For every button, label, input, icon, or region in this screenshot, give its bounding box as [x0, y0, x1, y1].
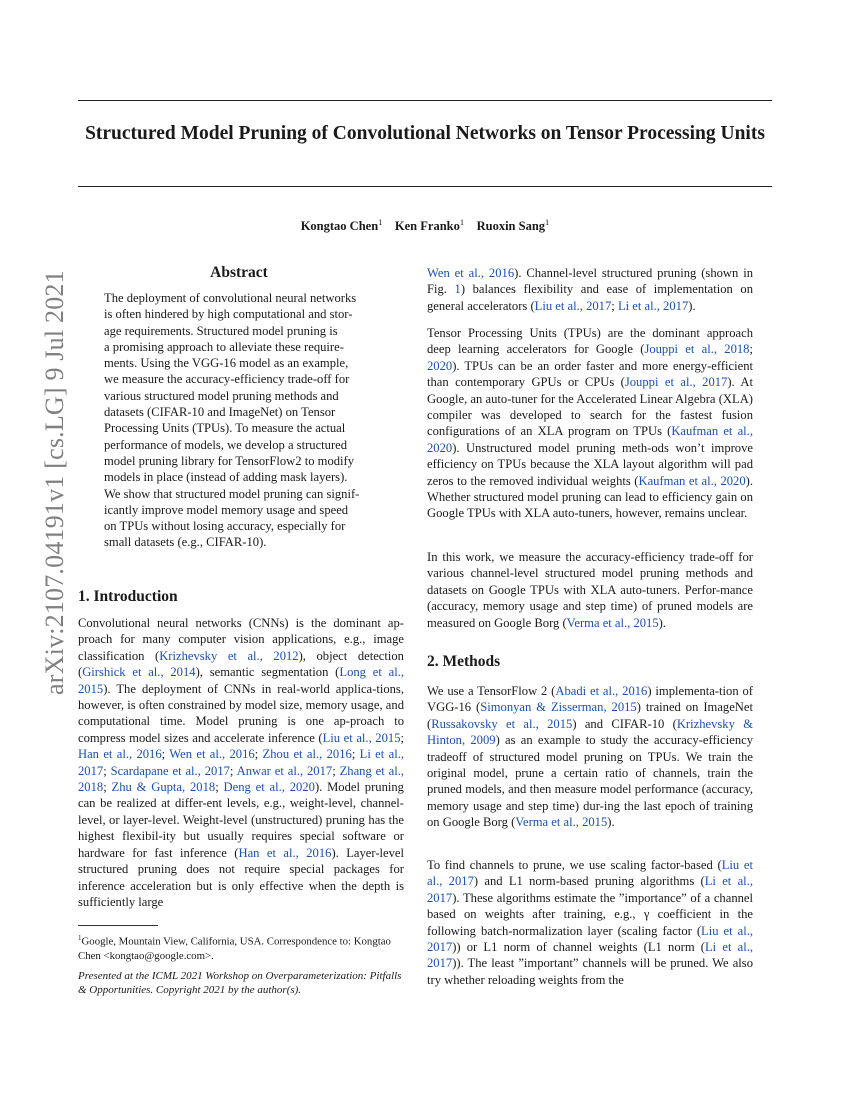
body-text: )) or L1 norm of channel weights (L1 norm ( — [452, 940, 705, 955]
body-text: Tensor Processing Units (TPUs) are the dominant approach deep learning accelerators for Google ( — [427, 326, 753, 357]
citation-link[interactable]: Li et al., 2017 — [617, 298, 689, 313]
paragraph-text — [427, 683, 753, 831]
citation-link[interactable]: Anwar et al., 2017 — [236, 763, 333, 778]
body-text: ; — [161, 747, 170, 762]
title-top-rule — [78, 100, 772, 101]
citation-link[interactable]: Han et al., 2016 — [238, 845, 332, 860]
abstract-line: various structured model pruning methods and — [104, 388, 339, 403]
abstract-line: small datasets (e.g., CIFAR-10). — [104, 535, 267, 550]
intro-paragraph — [78, 615, 404, 910]
citation-link[interactable]: Jouppi et al., 2017 — [624, 375, 728, 390]
citation-link[interactable]: Wen et al., 2016 — [427, 266, 515, 280]
citation-link[interactable]: Deng et al., 2020 — [223, 780, 315, 795]
citation-link[interactable]: 2020 — [427, 358, 453, 373]
body-text: ). Model pruning can be realized at differ-ent levels, e.g., weight-level, channel-level, or layer-level. Weight-level (unstructured) pruning has the highest flexibil-ity but usually requires special software or hardware for fast inference ( — [78, 780, 404, 860]
body-text: ; — [749, 342, 753, 357]
citation-link[interactable]: Krizhevsky et al., 2012 — [159, 648, 299, 663]
title-bottom-rule — [78, 186, 772, 187]
body-text: ) implementa-tion of VGG-16 ( — [427, 684, 753, 715]
body-text: ; — [611, 298, 618, 313]
paper-title: Structured Model Pruning of Convolutional Networks on Tensor Processing Units — [85, 123, 765, 144]
body-text: ). At Google, an auto-tuner for the Accelerated Linear Algebra (XLA) compiler was developed to search for the fastest fusion configurations of an XLA program on TPUs ( — [427, 375, 753, 439]
footnote-mark: 1 — [78, 934, 82, 942]
abstract-line: models in place (instead of adding mask layers). — [104, 470, 348, 485]
abstract-line: Processing Units (TPUs). To measure the actual — [104, 421, 346, 436]
right-paragraph-3 — [427, 549, 753, 631]
author-list — [78, 217, 772, 234]
intro-heading: 1. Introduction — [78, 588, 178, 605]
methods-heading: 2. Methods — [427, 653, 501, 670]
affiliation-footnote — [78, 931, 408, 963]
footnote-rule — [78, 925, 158, 926]
body-text: We use a TensorFlow 2 ( — [427, 684, 556, 698]
abstract-line: performance of models, we develop a structured — [104, 437, 348, 452]
abstract-line: datasets (CIFAR-10 and ImageNet) on Tensor — [104, 405, 336, 420]
abstract-line: a promising approach to alleviate these require- — [104, 339, 344, 354]
citation-link[interactable]: Wen et al., 2016 — [169, 747, 255, 762]
arxiv-identifier: arXiv:2107.04191v1 [cs.LG] 9 Jul 2021 — [40, 270, 69, 695]
intro-body — [78, 615, 404, 910]
abstract-line: icantly improve model memory usage and speed — [104, 502, 349, 517]
author-name: Kongtao Chen — [300, 219, 379, 234]
body-text: ; — [215, 780, 224, 795]
abstract-line: is often hindered by high computational and stor- — [104, 307, 353, 322]
abstract-body — [104, 290, 374, 551]
body-text: )). The least ”important” channels will be pruned. We also try whether reloading weights from the — [427, 956, 753, 987]
body-text: ; — [400, 730, 404, 745]
abstract-heading: Abstract — [210, 264, 268, 281]
body-text: ; — [103, 780, 112, 795]
author-affil: 1 — [459, 217, 465, 227]
author-name: Ruoxin Sang — [476, 219, 546, 234]
methods-paragraph-1 — [427, 683, 753, 831]
abstract-line: ments. Using the VGG-16 model as an example, — [104, 356, 349, 371]
body-text: ). These algorithms estimate the ”importance” of a channel based on weights after training, e.g., γ coefficient in the following batch-normalization layer (scaling factor ( — [427, 890, 753, 938]
body-text: ; — [332, 763, 340, 778]
author-name: Ken Franko — [394, 219, 460, 234]
citation-link[interactable]: Russakovsky et al., 2015 — [431, 716, 573, 731]
abstract-line: we measure the accuracy-efficiency trade-off for — [104, 372, 350, 387]
body-text: To find channels to prune, we use scaling factor-based ( — [427, 858, 722, 872]
body-text: ). — [658, 615, 666, 630]
body-text: ; — [103, 763, 111, 778]
right-paragraph-2 — [427, 325, 753, 522]
workshop-notice: Presented at the ICML 2021 Workshop on Overparameterization: Pitfalls & Opportunities. Copyright 2021 by the author(s). — [78, 970, 402, 997]
body-text: ). — [607, 815, 615, 830]
body-text: ), object detection ( — [78, 648, 404, 680]
abstract-line: age requirements. Structured model pruning is — [104, 323, 338, 338]
footnote-text: Google, Mountain View, California, USA. Correspondence to: Kongtao Chen <kongtao@google.com>. — [78, 935, 391, 962]
body-text: In this work, we measure the accuracy-efficiency trade-off for various channel-level structured model pruning methods and datasets on Google TPUs with XLA auto-tuners. Perfor-mance (accuracy, memory usage and step time) of pruned models are measured on Google Borg ( — [427, 550, 753, 630]
citation-link[interactable]: Jouppi et al., 2018 — [644, 342, 750, 357]
body-text: ). Layer-level structured pruning does not require special packages for inference acceleration but is only effective when the depth is sufficiently large — [78, 845, 404, 909]
citation-link[interactable]: Girshick et al., 2014 — [82, 665, 196, 680]
citation-link[interactable]: Verma et al., 2015 — [566, 615, 659, 630]
body-text: ). Whether structured model pruning can lead to efficiency gain on Google TPUs with XLA auto-tuners, however, remains unclear. — [427, 473, 753, 521]
citation-link[interactable]: Abadi et al., 2016 — [555, 684, 648, 698]
citation-link[interactable]: Simonyan & Zisserman, 2015 — [480, 700, 637, 715]
citation-link[interactable]: Zhang et al., 2018 — [78, 763, 404, 795]
body-text: ). Channel-level structured pruning (shown in Fig. — [427, 266, 753, 297]
citation-link[interactable]: Li et al., 2017 — [78, 747, 404, 778]
body-text: ) balances flexibility and ease of implementation on general accelerators ( — [427, 282, 754, 313]
body-text: ). TPUs can be an order faster and more energy-efficient than contemporary GPUs or CPUs ( — [427, 358, 753, 390]
citation-link[interactable]: Li et al., 2017 — [427, 874, 753, 905]
body-text: ; — [229, 763, 237, 778]
citation-link[interactable]: Liu et al., 2017 — [427, 923, 753, 955]
methods-paragraph-2 — [427, 857, 753, 988]
abstract-line: model pruning library for TensorFlow2 to modify — [104, 453, 355, 468]
citation-link[interactable]: Kaufman et al., 2020 — [427, 424, 753, 455]
paragraph-text — [427, 265, 753, 314]
body-text: ). Unstructured model pruning meth-ods won’t improve efficiency on TPUs because the XLA layout algorithm will pad zeros to the removed individual weights ( — [427, 440, 753, 488]
body-text: ; — [351, 747, 360, 762]
citation-link[interactable]: Verma et al., 2015 — [515, 815, 608, 830]
citation-link[interactable]: Liu et al., 2017 — [427, 858, 753, 889]
citation-link[interactable]: Zhu & Gupta, 2018 — [111, 780, 216, 795]
abstract-line: on TPUs without losing accuracy, especially for — [104, 519, 346, 534]
citation-link[interactable]: Han et al., 2016 — [78, 747, 162, 762]
citation-link[interactable]: Kaufman et al., 2020 — [638, 473, 746, 488]
body-text: ) as an example to study the accuracy-efficiency tradeoff of structured model pruning on TPUs. We train the original model, prune a certain ratio of channels, train the pruned models, and then measure model performance (accuracy, memory usage and step time) dur-ing the last epoch of training on Google Borg ( — [427, 733, 753, 830]
citation-link[interactable]: Krizhevsky & Hinton, 2009 — [427, 716, 754, 748]
author-affil: 1 — [545, 217, 550, 227]
paragraph-text — [427, 549, 753, 631]
citation-link[interactable]: Zhou et al., 2016 — [262, 747, 352, 762]
body-text: ) trained on ImageNet ( — [427, 700, 753, 731]
citation-link[interactable]: Long et al., 2015 — [78, 665, 404, 696]
body-text: ) and CIFAR-10 ( — [572, 716, 677, 731]
citation-link[interactable]: 1 — [454, 282, 461, 297]
paragraph-text — [427, 325, 753, 522]
citation-link[interactable]: Liu et al., 2015 — [322, 730, 401, 745]
body-text: ). The deployment of CNNs in real-world applica-tions, however, is often constrained by model size, memory usage, and computational time. Model pruning is one ap-proach to compress model sizes and accelerate inference ( — [78, 681, 404, 745]
right-paragraph-1 — [427, 265, 753, 314]
author-affil: 1 — [378, 217, 383, 227]
citation-link[interactable]: Scardapane et al., 2017 — [110, 763, 230, 778]
abstract-line: The deployment of convolutional neural networks — [104, 291, 357, 305]
body-text: ). — [688, 298, 696, 313]
citation-link[interactable]: Liu et al., 2017 — [534, 298, 612, 313]
abstract-line: We show that structured model pruning can signif- — [104, 486, 360, 501]
body-text: Convolutional neural networks (CNNs) is the dominant ap-proach for many computer vision applications, e.g., image classification ( — [78, 616, 404, 663]
body-text: ) and L1 norm-based pruning algorithms ( — [473, 874, 705, 889]
body-text: ; — [254, 747, 263, 762]
citation-link[interactable]: Li et al., 2017 — [427, 940, 753, 971]
paragraph-text — [427, 857, 753, 988]
body-text: ), semantic segmentation ( — [195, 665, 340, 680]
